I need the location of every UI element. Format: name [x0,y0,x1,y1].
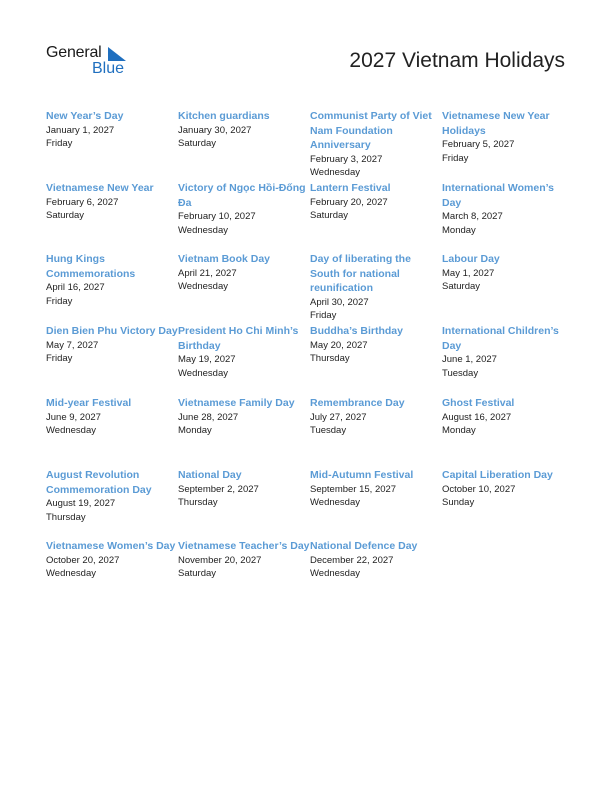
holiday-entry [46,396,178,468]
holiday-entry [46,468,178,539]
holiday-weekday: Saturday [178,568,217,579]
holiday-entry [46,324,178,396]
holiday-date: May 1, 2027 [442,267,495,279]
holiday-weekday: Friday [46,295,73,307]
holiday-entry [442,396,574,468]
holiday-date: May 19, 2027 [178,354,236,365]
holiday-date: February 10, 2027 [178,211,256,222]
holiday-name: Labour Day [442,253,500,265]
holiday-date: March 8, 2027 [442,211,503,222]
holiday-weekday: Wednesday [178,224,228,236]
holiday-weekday: Monday [178,425,212,436]
holiday-entry [178,109,310,181]
holiday-name: August Revolution Commemoration Day [46,469,152,496]
holiday-name: Lantern Festival [310,182,391,194]
logo-word-blue: Blue [92,60,125,77]
holiday-date: January 1, 2027 [46,124,115,136]
holiday-name: Vietnamese New Year Holidays [442,110,550,137]
holiday-date: April 30, 2027 [310,296,369,308]
holiday-entry [178,324,310,396]
holiday-entry [178,252,310,324]
holiday-date: June 1, 2027 [442,354,497,365]
holiday-date: April 21, 2027 [178,267,237,279]
holiday-weekday: Wednesday [310,497,360,508]
holiday-entry [310,181,442,252]
holiday-date: May 20, 2027 [310,339,368,351]
holiday-entry [310,324,442,396]
holiday-row [46,252,576,324]
logo-word-general: General [46,44,102,61]
holiday-date: August 19, 2027 [46,498,116,509]
generalblue-logo [46,44,136,80]
holiday-row [46,539,576,611]
holiday-name: Victory of Ngọc Hồi-Đống Đa [178,182,306,209]
holiday-weekday: Sunday [442,497,475,508]
holiday-weekday: Thursday [310,353,350,364]
holiday-date: October 20, 2027 [46,554,120,566]
holiday-date: January 30, 2027 [178,124,252,136]
holiday-name: Ghost Festival [442,397,515,409]
holiday-entry [310,109,442,181]
holiday-name: Vietnamese Teacher’s Day [178,540,310,552]
holiday-weekday: Friday [442,152,469,164]
holiday-weekday: Saturday [178,138,217,149]
holiday-weekday: Wednesday [46,568,96,579]
holiday-weekday: Wednesday [46,425,96,436]
holiday-name: National Day [178,469,242,481]
holiday-entry [46,181,178,252]
holiday-weekday: Friday [46,138,73,149]
holiday-date: June 28, 2027 [178,411,239,423]
holiday-entry [310,468,442,539]
holiday-entry [46,539,178,611]
holiday-weekday: Wednesday [178,367,228,379]
holiday-name: Vietnamese New Year [46,182,154,194]
holiday-entry [178,539,310,611]
holiday-weekday: Wednesday [310,167,360,178]
holiday-name: Kitchen guardians [178,110,270,122]
holiday-row [46,324,576,396]
holiday-weekday: Saturday [442,281,481,292]
holiday-name: Vietnamese Family Day [178,397,295,409]
holiday-name: Vietnamese Women’s Day [46,540,176,552]
holiday-entry [46,252,178,324]
holiday-entry [178,468,310,539]
holiday-weekday: Saturday [46,210,85,221]
holiday-entry [442,181,574,252]
holiday-entry [442,252,574,324]
holiday-entry [442,109,574,181]
holiday-weekday: Thursday [178,497,218,508]
holiday-date: May 7, 2027 [46,339,99,351]
holiday-row [46,396,576,468]
holiday-weekday: Monday [442,425,476,436]
holiday-row [46,109,576,181]
holiday-date: April 16, 2027 [46,282,105,293]
holiday-entry [310,252,442,324]
holiday-weekday: Tuesday [442,367,479,379]
holiday-date: July 27, 2027 [310,411,367,423]
holiday-name: International Children’s Day [442,325,559,352]
holiday-name: Vietnam Book Day [178,253,271,265]
holiday-weekday: Friday [46,353,73,364]
holiday-name: Buddha’s Birthday [310,325,403,337]
holiday-row [46,468,576,539]
holiday-name: Remembrance Day [310,397,405,409]
holiday-entry [310,396,442,468]
holiday-date: October 10, 2027 [442,483,516,495]
holiday-name: Dien Bien Phu Victory Day [46,325,178,337]
holiday-name: Hung Kings Commemorations [46,253,136,280]
holiday-weekday: Tuesday [310,425,347,436]
holiday-grid [46,109,576,611]
holiday-name: Mid-Autumn Festival [310,469,414,481]
holiday-entry [442,324,574,396]
holiday-date: February 3, 2027 [310,153,383,165]
holiday-date: February 5, 2027 [442,139,515,150]
holiday-name: Mid-year Festival [46,397,132,409]
holiday-weekday: Saturday [310,210,349,221]
holiday-date: December 22, 2027 [310,554,394,566]
holiday-row [46,181,576,252]
holiday-name: New Year’s Day [46,110,124,122]
holiday-weekday: Wednesday [178,281,228,292]
logo-triangle-icon [108,47,126,61]
holiday-date: September 2, 2027 [178,483,259,495]
holiday-weekday: Wednesday [310,568,360,579]
holiday-name: President Ho Chi Minh’s Birthday [178,325,299,352]
holiday-entry [178,181,310,252]
holiday-date: August 16, 2027 [442,411,512,423]
holiday-name: International Women’s Day [442,182,555,209]
page-title: 2027 Vietnam Holidays [349,49,565,72]
holiday-date: June 9, 2027 [46,411,101,423]
holiday-entry [442,468,574,539]
holiday-name: National Defence Day [310,540,418,552]
holiday-date: February 20, 2027 [310,196,388,208]
holiday-date: September 15, 2027 [310,483,397,495]
holiday-entry [310,539,442,611]
holiday-weekday: Thursday [46,511,86,523]
holiday-name: Capital Liberation Day [442,469,553,481]
holiday-weekday: Friday [310,310,337,321]
holiday-weekday: Monday [442,224,476,236]
holiday-name: Communist Party of Viet Nam Foundation Anniversary [310,110,432,151]
holiday-entry [46,109,178,181]
holiday-date: February 6, 2027 [46,196,119,208]
holiday-date: November 20, 2027 [178,554,262,566]
holiday-name: Day of liberating the South for national reunification [310,253,411,294]
holiday-entry [178,396,310,468]
